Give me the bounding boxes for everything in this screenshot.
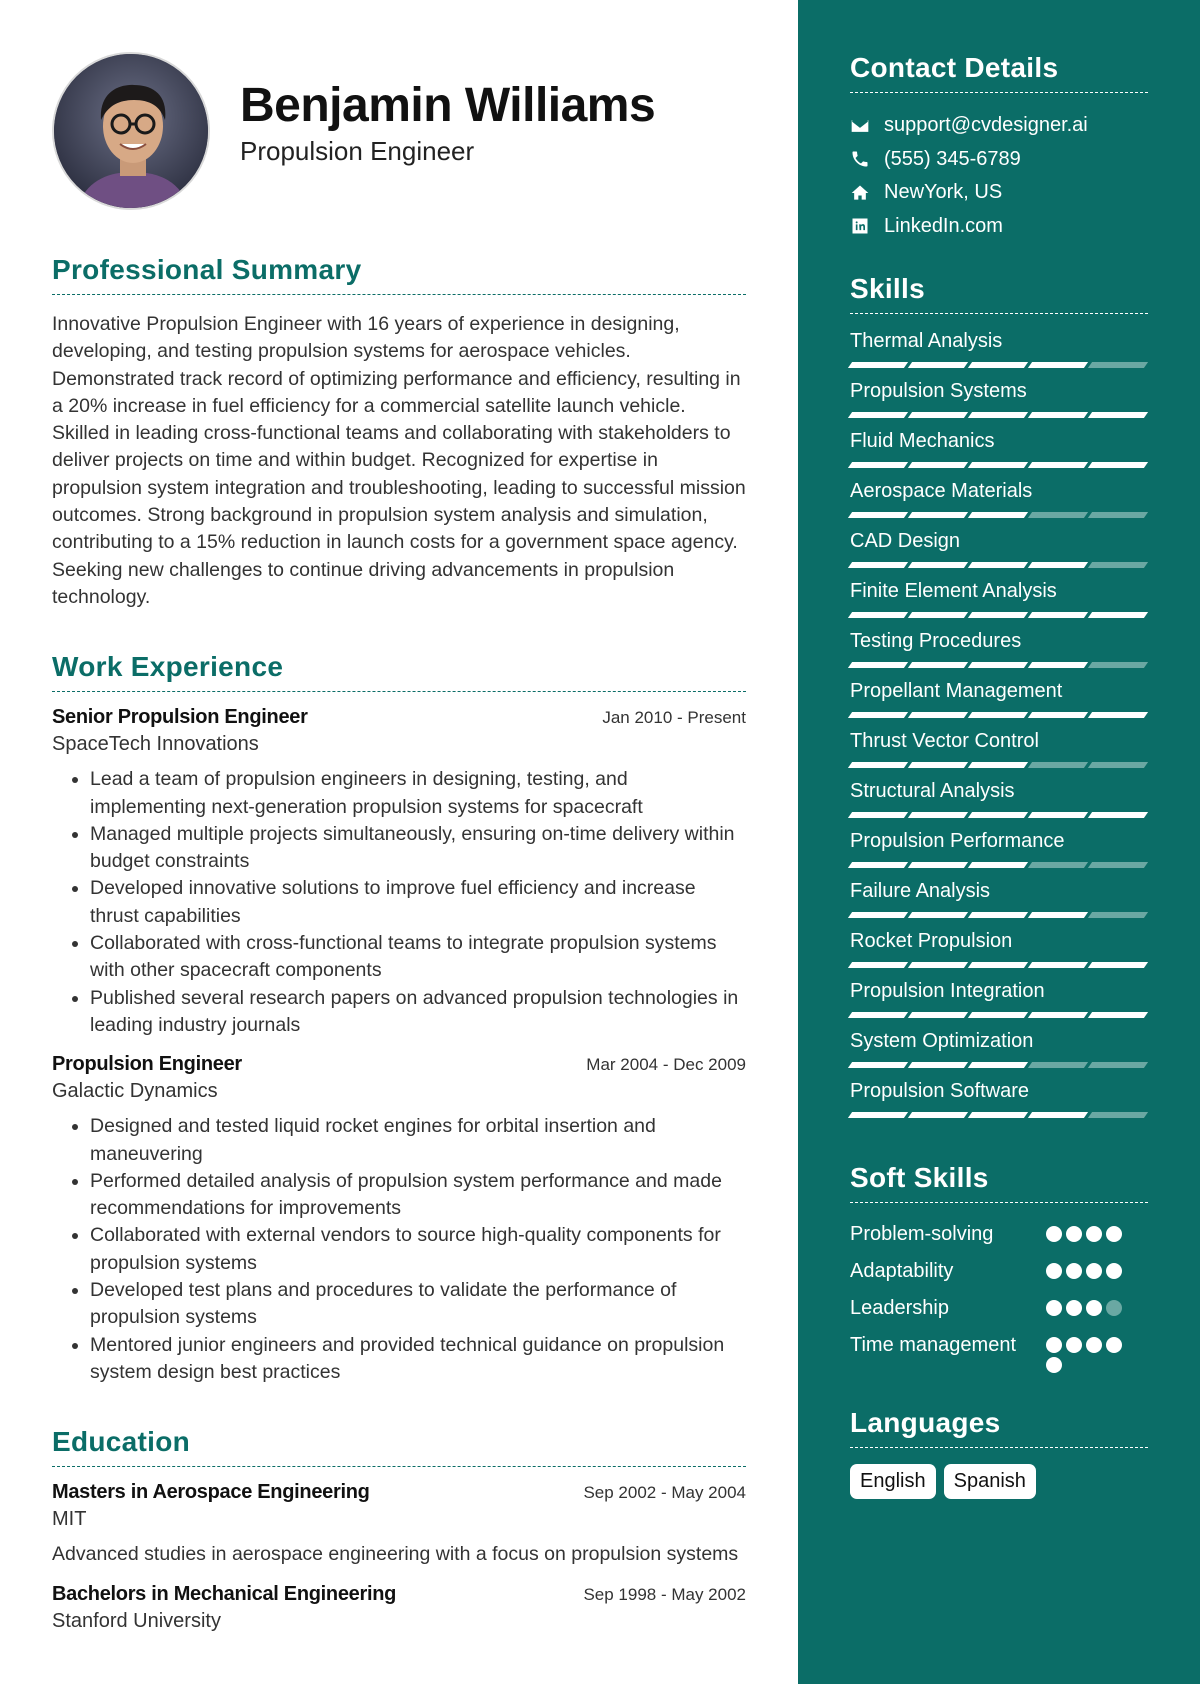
rating-dot <box>1106 1300 1122 1316</box>
skill-rating-segment <box>908 812 968 818</box>
linkedin-text: LinkedIn.com <box>884 214 1003 237</box>
skill-item <box>850 528 1148 578</box>
skill-item <box>850 928 1148 978</box>
skill-rating-segment <box>848 912 908 918</box>
skill-rating-segment <box>848 1112 908 1118</box>
skill-rating-segment <box>1028 1112 1088 1118</box>
header <box>52 0 746 230</box>
skill-rating-segment <box>848 812 908 818</box>
skill-rating-segment <box>1028 462 1088 468</box>
job-title: Propulsion Engineer <box>52 1053 242 1076</box>
skill-name: Propulsion Software <box>850 1080 1029 1102</box>
skill-rating-segment <box>1088 612 1148 618</box>
skill-rating-bar <box>850 462 1148 468</box>
rating-dot <box>1106 1226 1122 1242</box>
skill-rating-segment <box>1028 412 1088 418</box>
job-bullet: • Developed innovative solutions to improve fuel efficiency and increase thrust capabilities <box>90 875 746 930</box>
skill-rating-segment <box>1088 462 1148 468</box>
languages-list <box>850 1464 1148 1499</box>
job-bullet: • Mentored junior engineers and provided technical guidance on propulsion system design best practices <box>90 1332 746 1387</box>
skill-rating-segment <box>968 412 1028 418</box>
job-bullet: • Designed and tested liquid rocket engines for orbital insertion and maneuvering <box>90 1113 746 1168</box>
rating-dot <box>1066 1300 1082 1316</box>
skill-name: Propellant Management <box>850 680 1063 702</box>
skill-item <box>850 978 1148 1028</box>
job-bullets <box>52 766 746 1039</box>
skill-rating-segment <box>848 712 908 718</box>
skill-rating-segment <box>1088 812 1148 818</box>
job-bullet: • Collaborated with cross-functional teams to integrate propulsion systems with other spacecraft components <box>90 930 746 985</box>
skill-item <box>850 828 1148 878</box>
contact-linkedin[interactable] <box>850 210 1148 244</box>
skill-rating-segment <box>908 1112 968 1118</box>
skill-rating-segment <box>908 862 968 868</box>
skill-rating-bar <box>850 712 1148 718</box>
soft-skill-item <box>850 1221 1148 1248</box>
skill-rating-segment <box>1088 912 1148 918</box>
education-date: Sep 1998 - May 2002 <box>583 1584 746 1604</box>
soft-skill-item <box>850 1295 1148 1322</box>
soft-skill-rating <box>1046 1295 1136 1316</box>
summary-section <box>52 254 746 611</box>
candidate-title: Propulsion Engineer <box>240 136 475 166</box>
skill-rating-segment <box>848 512 908 518</box>
job-company: SpaceTech Innovations <box>52 733 259 756</box>
sidebar <box>798 0 1200 1684</box>
skill-rating-segment <box>1088 962 1148 968</box>
skill-rating-segment <box>1028 612 1088 618</box>
skill-item <box>850 1078 1148 1128</box>
skill-item <box>850 378 1148 428</box>
email-text: support@cvdesigner.ai <box>884 114 1088 137</box>
contact-heading: Contact Details <box>850 52 1148 93</box>
skill-rating-bar <box>850 1062 1148 1068</box>
skill-rating-segment <box>908 1062 968 1068</box>
job-bullet: • Published several research papers on advanced propulsion technologies in leading industry journals <box>90 985 746 1040</box>
skill-rating-segment <box>1088 1112 1148 1118</box>
skill-rating-segment <box>1028 362 1088 368</box>
skill-rating-segment <box>1028 1062 1088 1068</box>
job-date: Jan 2010 - Present <box>602 708 746 728</box>
location-text: NewYork, US <box>884 181 1003 204</box>
skill-rating-segment <box>968 362 1028 368</box>
soft-skill-name: Leadership <box>850 1297 949 1319</box>
skill-rating-segment <box>968 812 1028 818</box>
soft-skill-name: Time management <box>850 1334 1016 1356</box>
skill-rating-segment <box>1028 912 1088 918</box>
skill-rating-segment <box>1028 662 1088 668</box>
skill-rating-segment <box>1088 762 1148 768</box>
skill-rating-segment <box>848 1012 908 1018</box>
rating-dot <box>1046 1263 1062 1279</box>
skill-rating-segment <box>1028 512 1088 518</box>
skill-rating-segment <box>1088 1012 1148 1018</box>
languages-heading: Languages <box>850 1407 1148 1448</box>
skill-item <box>850 678 1148 728</box>
skill-item <box>850 328 1148 378</box>
job-bullet: • Performed detailed analysis of propulsion system performance and made recommendations for improvements <box>90 1168 746 1223</box>
skill-name: System Optimization <box>850 1030 1034 1052</box>
experience-heading: Work Experience <box>52 651 746 692</box>
rating-dot <box>1106 1263 1122 1279</box>
rating-dot <box>1086 1300 1102 1316</box>
skill-name: Thermal Analysis <box>850 330 1003 352</box>
candidate-name: Benjamin Williams <box>240 79 656 132</box>
skill-rating-segment <box>908 712 968 718</box>
rating-dot <box>1086 1263 1102 1279</box>
skill-rating-segment <box>968 862 1028 868</box>
contact-phone[interactable] <box>850 143 1148 177</box>
skill-rating-bar <box>850 812 1148 818</box>
skill-rating-segment <box>908 962 968 968</box>
skill-rating-segment <box>968 462 1028 468</box>
skill-rating-segment <box>968 962 1028 968</box>
language-tag: English <box>850 1464 936 1499</box>
skill-rating-segment <box>1028 712 1088 718</box>
skill-name: CAD Design <box>850 530 961 552</box>
skill-rating-bar <box>850 362 1148 368</box>
language-tag: Spanish <box>944 1464 1036 1499</box>
skill-rating-bar <box>850 762 1148 768</box>
skill-name: Propulsion Performance <box>850 830 1065 852</box>
rating-dot <box>1046 1337 1062 1353</box>
rating-dot <box>1086 1337 1102 1353</box>
skill-rating-bar <box>850 562 1148 568</box>
skill-name: Aerospace Materials <box>850 480 1033 502</box>
skill-rating-segment <box>1088 662 1148 668</box>
skill-rating-segment <box>968 1062 1028 1068</box>
skill-rating-segment <box>908 462 968 468</box>
skill-rating-segment <box>848 662 908 668</box>
skill-rating-segment <box>1088 1062 1148 1068</box>
skill-name: Fluid Mechanics <box>850 430 995 452</box>
skill-rating-segment <box>968 762 1028 768</box>
soft-skill-rating <box>1046 1332 1136 1373</box>
job-bullet: • Managed multiple projects simultaneously, ensuring on-time delivery within budget constraints <box>90 821 746 876</box>
soft-skill-name: Adaptability <box>850 1260 954 1282</box>
degree: Masters in Aerospace Engineering <box>52 1481 370 1504</box>
skills-list <box>850 328 1148 1128</box>
skill-rating-bar <box>850 962 1148 968</box>
skill-item <box>850 778 1148 828</box>
skill-rating-bar <box>850 412 1148 418</box>
skill-item <box>850 628 1148 678</box>
skill-rating-segment <box>908 662 968 668</box>
rating-dot <box>1046 1357 1062 1373</box>
education-heading: Education <box>52 1426 746 1467</box>
phone-text: (555) 345-6789 <box>884 147 1021 170</box>
skill-rating-segment <box>1088 562 1148 568</box>
skill-item <box>850 728 1148 778</box>
skill-rating-segment <box>848 862 908 868</box>
skill-item <box>850 578 1148 628</box>
rating-dot <box>1046 1300 1062 1316</box>
skill-rating-segment <box>968 512 1028 518</box>
skill-rating-segment <box>848 962 908 968</box>
skill-rating-bar <box>850 662 1148 668</box>
skill-rating-segment <box>968 1112 1028 1118</box>
skill-rating-segment <box>1088 862 1148 868</box>
skills-heading: Skills <box>850 273 1148 314</box>
soft-skill-name: Problem-solving <box>850 1223 994 1245</box>
soft-skill-rating <box>1046 1258 1136 1279</box>
rating-dot <box>1086 1226 1102 1242</box>
skill-item <box>850 478 1148 528</box>
skill-rating-segment <box>1028 562 1088 568</box>
skill-name: Propulsion Integration <box>850 980 1045 1002</box>
skill-rating-segment <box>848 412 908 418</box>
skill-rating-segment <box>848 462 908 468</box>
skill-rating-segment <box>1028 962 1088 968</box>
job-title: Senior Propulsion Engineer <box>52 706 308 729</box>
skill-name: Rocket Propulsion <box>850 930 1013 952</box>
skill-rating-segment <box>908 512 968 518</box>
skill-rating-bar <box>850 612 1148 618</box>
envelope-icon <box>850 116 884 136</box>
job-bullet: • Collaborated with external vendors to source high-quality components for propulsion systems <box>90 1222 746 1277</box>
skill-rating-segment <box>848 362 908 368</box>
job-bullets <box>52 1113 746 1386</box>
skill-rating-segment <box>1028 862 1088 868</box>
skill-rating-bar <box>850 1012 1148 1018</box>
rating-dot <box>1046 1226 1062 1242</box>
soft-skill-rating <box>1046 1221 1136 1242</box>
rating-dot <box>1066 1337 1082 1353</box>
skill-rating-segment <box>908 412 968 418</box>
skill-rating-segment <box>1088 362 1148 368</box>
skill-name: Failure Analysis <box>850 880 991 902</box>
skill-name: Structural Analysis <box>850 780 1015 802</box>
experience-section <box>52 651 746 1386</box>
skill-name: Thrust Vector Control <box>850 730 1039 752</box>
skill-rating-segment <box>1088 712 1148 718</box>
skill-item <box>850 1028 1148 1078</box>
skill-rating-segment <box>1028 812 1088 818</box>
skill-rating-bar <box>850 862 1148 868</box>
skill-name: Finite Element Analysis <box>850 580 1057 602</box>
skill-rating-segment <box>908 762 968 768</box>
education-description: Advanced studies in aerospace engineering with a focus on propulsion systems <box>52 1543 739 1566</box>
job-entry <box>52 706 746 1039</box>
soft-skill-item <box>850 1332 1148 1373</box>
education-date: Sep 2002 - May 2004 <box>583 1483 746 1503</box>
summary-text: Innovative Propulsion Engineer with 16 years of experience in designing, developing, and testing propulsion systems for aerospace vehicles. Demonstrated track record of optimizing performance and efficiency, resulting in a 20% increase in fuel efficiency for a commercial satellite launch vehicle. Skilled in leading cross-functional teams and collaborating with stakeholders to deliver projects on time and within budget. Recognized for expertise in propulsion system integration and troubleshooting, leading to successful mission outcomes. Strong background in propulsion system analysis and simulation, contributing to a 15% reduction in launch costs for a government space agency. Seeking new challenges to continue driving advancements in propulsion technology. <box>52 313 746 608</box>
degree: Bachelors in Mechanical Engineering <box>52 1582 397 1605</box>
skill-rating-segment <box>848 612 908 618</box>
contact-email[interactable] <box>850 109 1148 143</box>
education-section <box>52 1426 746 1632</box>
skill-rating-segment <box>968 662 1028 668</box>
job-bullet: • Developed test plans and procedures to validate the performance of propulsion systems <box>90 1277 746 1332</box>
skill-rating-segment <box>968 612 1028 618</box>
soft-skill-item <box>850 1258 1148 1285</box>
contact-list <box>850 109 1148 243</box>
rating-dot <box>1066 1226 1082 1242</box>
skill-rating-segment <box>1028 1012 1088 1018</box>
skill-rating-bar <box>850 512 1148 518</box>
rating-dot <box>1106 1337 1122 1353</box>
job-entry <box>52 1053 746 1386</box>
skill-item <box>850 878 1148 928</box>
contact-location <box>850 176 1148 210</box>
soft-skills-list <box>850 1221 1148 1373</box>
job-bullet: • Lead a team of propulsion engineers in designing, testing, and implementing next-generation propulsion systems for spacecraft <box>90 766 746 821</box>
rating-dot <box>1066 1263 1082 1279</box>
skill-rating-segment <box>908 912 968 918</box>
skill-rating-segment <box>968 562 1028 568</box>
education-entry <box>52 1481 746 1568</box>
summary-heading: Professional Summary <box>52 254 746 295</box>
skill-rating-segment <box>848 562 908 568</box>
home-icon <box>850 183 884 203</box>
skill-rating-segment <box>968 712 1028 718</box>
skill-name: Propulsion Systems <box>850 380 1027 402</box>
job-date: Mar 2004 - Dec 2009 <box>586 1055 746 1075</box>
education-entry <box>52 1583 746 1633</box>
skill-rating-segment <box>908 562 968 568</box>
skill-rating-segment <box>908 612 968 618</box>
soft-skills-heading: Soft Skills <box>850 1162 1148 1203</box>
skill-rating-segment <box>968 912 1028 918</box>
skill-rating-segment <box>1088 412 1148 418</box>
skill-name: Testing Procedures <box>850 630 1022 652</box>
skill-rating-segment <box>908 1012 968 1018</box>
skill-rating-segment <box>968 1012 1028 1018</box>
skill-rating-bar <box>850 1112 1148 1118</box>
linkedin-icon <box>850 216 884 236</box>
phone-icon <box>850 149 884 169</box>
school: MIT <box>52 1508 87 1531</box>
skill-item <box>850 428 1148 478</box>
skill-rating-segment <box>1028 762 1088 768</box>
school: Stanford University <box>52 1609 221 1632</box>
skill-rating-segment <box>848 762 908 768</box>
skill-rating-bar <box>850 912 1148 918</box>
skill-rating-segment <box>848 1062 908 1068</box>
skill-rating-segment <box>908 362 968 368</box>
job-company: Galactic Dynamics <box>52 1080 218 1103</box>
skill-rating-segment <box>1088 512 1148 518</box>
avatar <box>52 52 210 210</box>
